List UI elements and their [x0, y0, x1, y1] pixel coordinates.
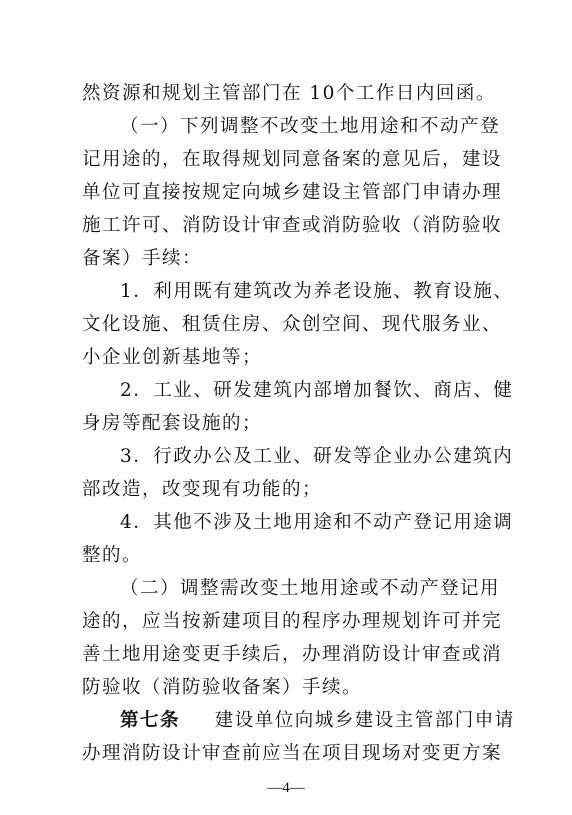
- text-line: （一）下列调整不改变土地用途和不动产登: [120, 116, 501, 137]
- text-line: 然资源和规划主管部门在 10个工作日内回函。: [82, 83, 496, 104]
- text-line: 备案）手续：: [82, 248, 203, 269]
- text-line: 施工许可、消防设计审查或消防验收（消防验收: [82, 215, 503, 236]
- text-line: 小企业创新基地等；: [82, 347, 263, 368]
- text-line: 3．行政办公及工业、研发等企业办公建筑内: [120, 446, 514, 467]
- text-line: （二）调整需改变土地用途或不动产登记用: [120, 578, 501, 599]
- text-line: 4．其他不涉及土地用途和不动产登记用途调: [120, 512, 514, 533]
- text-line: 记用途的，在取得规划同意备案的意见后，建设: [82, 149, 503, 170]
- text-line: 善土地用途变更手续后，办理消防设计审查或消: [82, 644, 503, 665]
- text-line: 防验收（消防验收备案）手续。: [82, 677, 363, 698]
- page-number: —4—: [267, 780, 305, 796]
- text-line: 文化设施、租赁住房、众创空间、现代服务业、: [82, 314, 503, 335]
- text-line: 途的，应当按新建项目的程序办理规划许可并完: [82, 611, 503, 632]
- text-line: 身房等配套设施的；: [82, 413, 263, 434]
- text-line: 单位可直接按规定向城乡建设主管部门申请办理: [82, 182, 503, 203]
- article-label: 第七条: [120, 710, 181, 731]
- text-line: 部改造，改变现有功能的；: [82, 479, 323, 500]
- text-line: 2．工业、研发建筑内部增加餐饮、商店、健: [120, 380, 514, 401]
- article-text: 建设单位向城乡建设主管部门申请: [214, 710, 515, 731]
- text-line: 1．利用既有建筑改为养老设施、教育设施、: [120, 281, 514, 302]
- text-line: 办理消防设计审查前应当在项目现场对变更方案: [82, 743, 503, 764]
- article-line: [120, 712, 540, 731]
- text-line: 整的。: [82, 545, 143, 566]
